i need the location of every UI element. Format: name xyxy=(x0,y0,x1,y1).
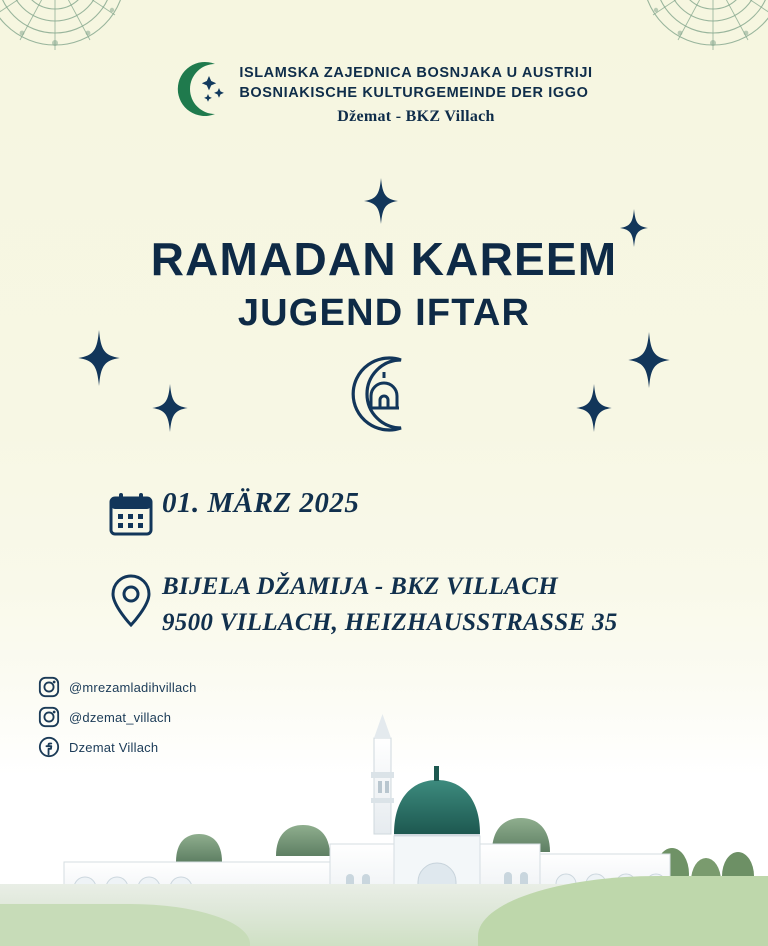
mosque-crescent-icon xyxy=(341,352,427,436)
page-subtitle: JUGEND IFTAR xyxy=(237,292,531,334)
sparkle-icon xyxy=(364,178,398,224)
social-handle: @dzemat_villach xyxy=(69,709,172,725)
venue-line-1: BIJELA DŽAMIJA - BKZ VILLACH xyxy=(162,573,558,600)
emblem xyxy=(0,352,768,436)
map-pin-icon-wrap xyxy=(100,569,162,629)
social-handle: @mrezamladihvillach xyxy=(69,679,197,695)
venue-line-2: 9500 VILLACH, HEIZHAUSSTRASSE 35 xyxy=(162,608,618,636)
event-venue xyxy=(162,569,618,640)
minaret xyxy=(371,714,394,834)
event-details xyxy=(0,487,768,640)
event-venue-row xyxy=(0,569,768,640)
calendar-icon-wrap xyxy=(100,487,162,539)
organization-line-2: BOSNIAKISCHE KULTURGEMEINDE DER IGGO xyxy=(239,84,589,101)
organization-name-block xyxy=(239,58,592,126)
crescent-star-icon xyxy=(175,58,229,120)
social-handle: Dzemat Villach xyxy=(69,739,159,755)
white-mosque-illustration xyxy=(0,676,768,946)
page-title: RAMADAN KAREEM xyxy=(150,233,618,285)
map-pin-icon xyxy=(109,573,153,629)
main-dome xyxy=(394,766,480,840)
organization-line-3: Džemat - BKZ Villach xyxy=(337,108,495,126)
calendar-icon xyxy=(107,491,155,539)
organization-line-1: ISLAMSKA ZAJEDNICA BOSNJAKA U AUSTRIJI xyxy=(239,65,593,81)
organization-header xyxy=(0,58,768,126)
event-date-row xyxy=(0,487,768,539)
event-date: 01. MÄRZ 2025 xyxy=(162,487,360,519)
